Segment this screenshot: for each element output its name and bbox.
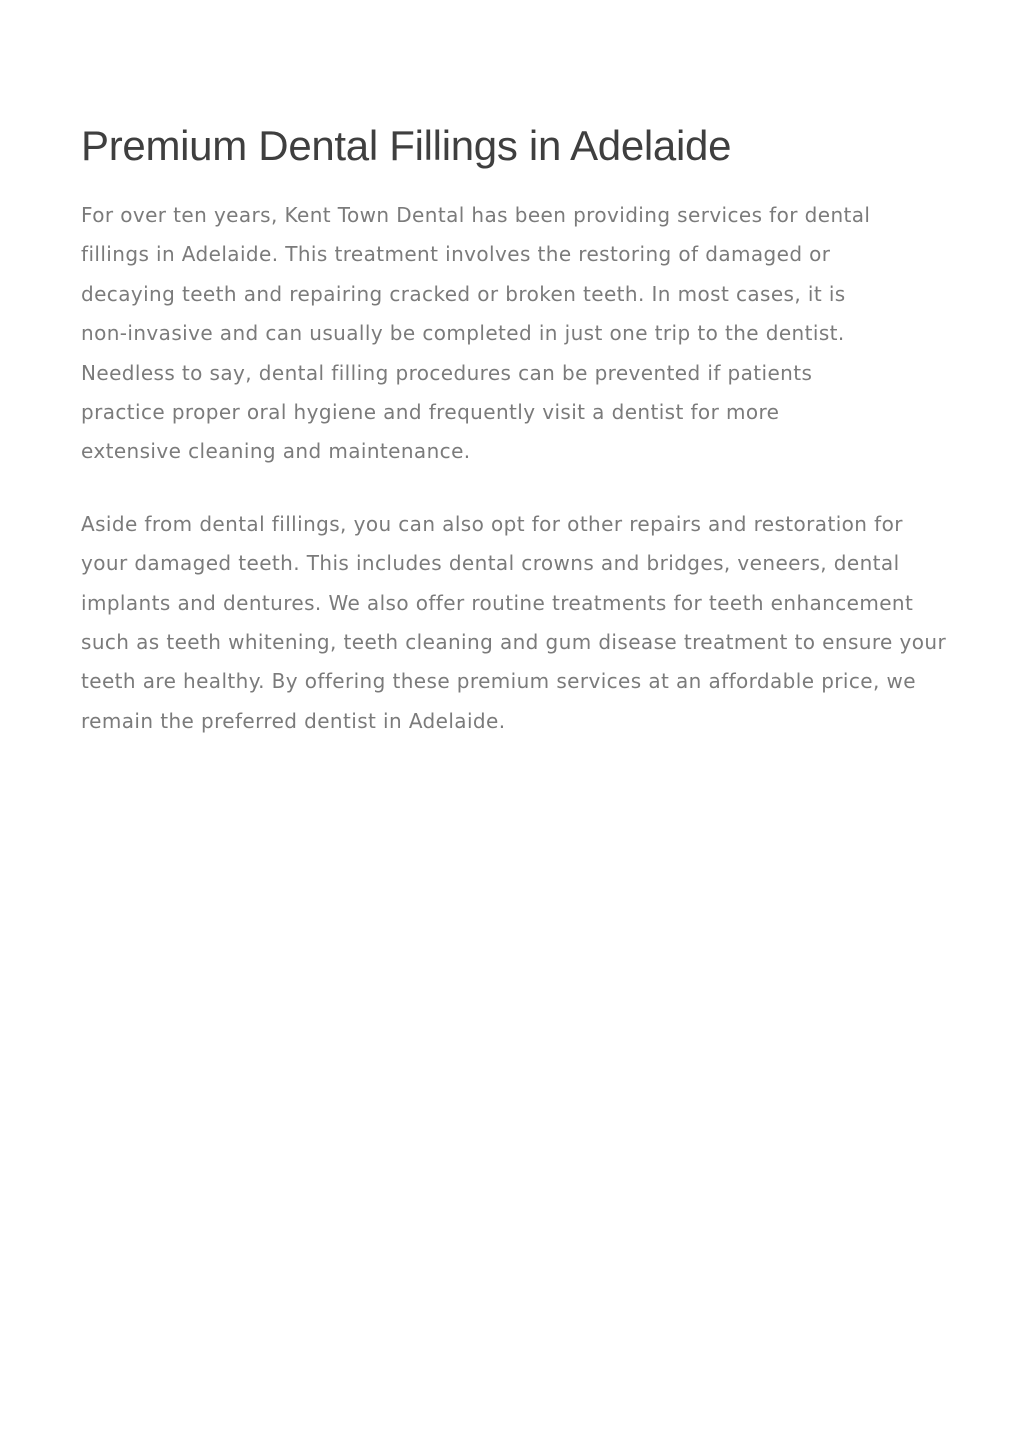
paragraph-line: your damaged teeth. This includes dental crowns and bridges, veneers, dental [81,551,900,576]
paragraph-line: fillings in Adelaide. This treatment involves the restoring of damaged or [81,242,831,267]
paragraph-line: such as teeth whitening, teeth cleaning and gum disease treatment to ensure your [81,629,947,654]
paragraph-line: Aside from dental fillings, you can also opt for other repairs and restoration for [81,511,903,536]
paragraph-line: remain the preferred dentist in Adelaide. [81,708,506,733]
paragraph-line: Needless to say, dental filling procedures can be prevented if patients [81,360,813,385]
paragraph-line: For over ten years, Kent Town Dental has been providing services for dental [81,203,871,227]
paragraph-line: implants and dentures. We also offer routine treatments for teeth enhancement [81,590,914,615]
paragraph-line: non-invasive and can usually be completed in just one trip to the dentist. [81,321,845,346]
article-content [81,118,1016,741]
paragraph-line: teeth are healthy. By offering these premium services at an affordable price, we [81,669,916,694]
paragraph-line: decaying teeth and repairing cracked or broken teeth. In most cases, it is [81,281,846,306]
paragraph-line: practice proper oral hygiene and frequently visit a dentist for more [81,399,780,424]
services-paragraph [81,505,1016,741]
page-title: Premium Dental Fillings in Adelaide [81,122,732,169]
paragraph-line: extensive cleaning and maintenance. [81,439,471,464]
intro-paragraph [81,196,1016,472]
